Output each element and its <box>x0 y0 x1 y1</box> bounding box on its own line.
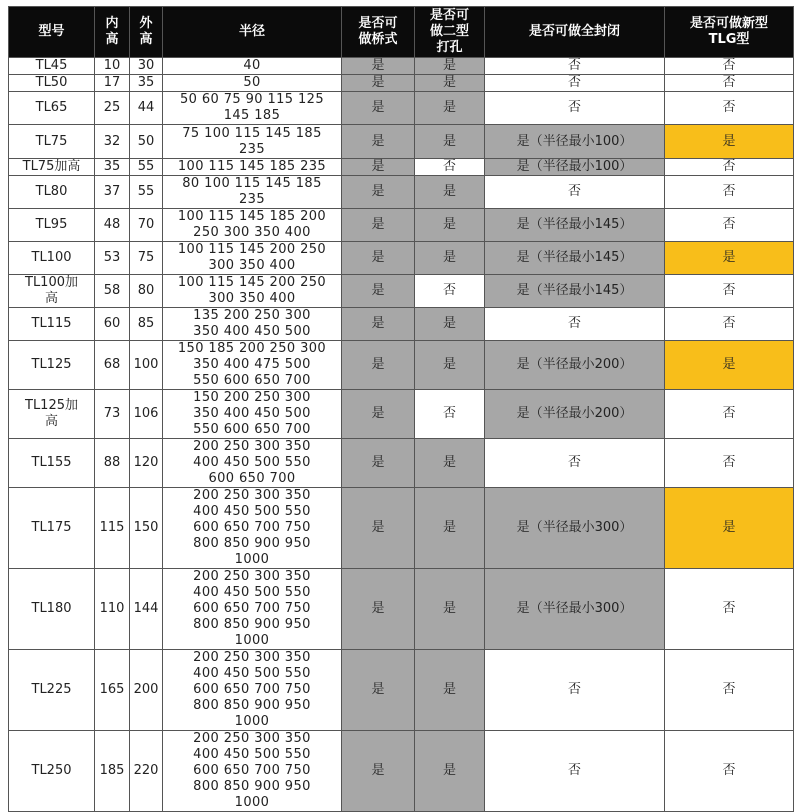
radius-line: 350 400 475 500 <box>193 357 311 372</box>
outer-height-cell: 106 <box>130 390 163 439</box>
model-line: TL175 <box>31 520 72 535</box>
bridge-cell: 是 <box>342 731 415 812</box>
model-line: TL100 <box>31 250 72 265</box>
tlg-cell: 否 <box>665 390 794 439</box>
radius-line: 600 650 700 <box>208 471 296 486</box>
closed-cell: 否 <box>485 75 665 92</box>
punch-cell: 是 <box>415 75 485 92</box>
radius-cell <box>163 439 342 488</box>
model-cell <box>9 275 95 308</box>
bridge-cell: 是 <box>342 650 415 731</box>
inner-height-cell: 53 <box>95 242 130 275</box>
radius-line: 800 850 900 950 <box>193 779 311 794</box>
tlg-cell: 否 <box>665 176 794 209</box>
radius-cell <box>163 176 342 209</box>
closed-cell: 是（半径最小200） <box>485 341 665 390</box>
radius-cell <box>163 731 342 812</box>
model-cell <box>9 75 95 92</box>
header-punch <box>415 7 485 58</box>
inner-height-cell: 68 <box>95 341 130 390</box>
tlg-cell: 否 <box>665 209 794 242</box>
radius-cell <box>163 92 342 125</box>
model-cell <box>9 209 95 242</box>
bridge-cell: 是 <box>342 58 415 75</box>
model-line: 高 <box>44 291 58 306</box>
radius-line: 600 650 700 750 <box>193 763 311 778</box>
outer-height-cell: 75 <box>130 242 163 275</box>
radius-line: 800 850 900 950 <box>193 617 311 632</box>
model-cell <box>9 125 95 159</box>
model-cell <box>9 242 95 275</box>
tlg-cell: 否 <box>665 275 794 308</box>
radius-line: 550 600 650 700 <box>193 422 311 437</box>
radius-cell <box>163 308 342 341</box>
punch-cell: 是 <box>415 242 485 275</box>
model-cell <box>9 439 95 488</box>
punch-cell: 是 <box>415 439 485 488</box>
radius-line: 145 185 <box>223 108 281 123</box>
outer-height-cell: 55 <box>130 159 163 176</box>
tlg-cell: 否 <box>665 439 794 488</box>
punch-cell: 是 <box>415 341 485 390</box>
outer-height-cell: 120 <box>130 439 163 488</box>
header-line: 内 <box>105 16 119 31</box>
model-line: TL95 <box>35 217 68 232</box>
radius-line: 150 185 200 250 300 <box>177 341 327 356</box>
radius-cell <box>163 650 342 731</box>
radius-line: 300 350 400 <box>208 291 296 306</box>
radius-line: 75 100 115 145 185 <box>182 125 322 141</box>
bridge-cell: 是 <box>342 125 415 159</box>
bridge-cell: 是 <box>342 242 415 275</box>
model-line: TL155 <box>31 455 72 470</box>
radius-cell <box>163 209 342 242</box>
table-row <box>9 75 794 92</box>
radius-line: 50 60 75 90 115 125 <box>179 92 325 107</box>
radius-line: 1000 <box>234 633 270 648</box>
inner-height-cell: 110 <box>95 569 130 650</box>
model-line: TL125加 <box>25 398 78 413</box>
radius-line: 400 450 500 550 <box>193 504 311 519</box>
model-cell <box>9 308 95 341</box>
radius-line: 400 450 500 550 <box>193 585 311 600</box>
model-line: 高 <box>44 414 58 429</box>
bridge-cell: 是 <box>342 439 415 488</box>
radius-line: 150 200 250 300 <box>193 390 311 405</box>
closed-cell: 否 <box>485 308 665 341</box>
table-row <box>9 390 794 439</box>
header-line: TLG型 <box>708 32 750 47</box>
model-cell <box>9 341 95 390</box>
table-body <box>9 58 794 812</box>
header-line: 高 <box>105 32 119 47</box>
header-line: 高 <box>139 32 153 47</box>
radius-line: 235 <box>238 192 265 207</box>
radius-cell <box>163 275 342 308</box>
bridge-cell: 是 <box>342 308 415 341</box>
tlg-cell: 否 <box>665 159 794 176</box>
outer-height-cell: 44 <box>130 92 163 125</box>
inner-height-cell: 165 <box>95 650 130 731</box>
model-line: TL250 <box>31 763 72 778</box>
tlg-cell: 否 <box>665 58 794 75</box>
tlg-cell: 否 <box>665 650 794 731</box>
header-line: 是否可做全封闭 <box>528 24 620 39</box>
header-outer-height <box>130 7 163 58</box>
model-line: TL225 <box>31 682 72 697</box>
model-cell <box>9 176 95 209</box>
radius-line: 100 115 145 185 235 <box>177 159 327 174</box>
model-line: TL75加高 <box>22 159 81 174</box>
header-line: 半径 <box>238 24 265 39</box>
table-row <box>9 341 794 390</box>
model-cell <box>9 731 95 812</box>
closed-cell: 是（半径最小100） <box>485 125 665 159</box>
tlg-cell: 否 <box>665 731 794 812</box>
punch-cell: 是 <box>415 176 485 209</box>
outer-height-cell: 30 <box>130 58 163 75</box>
tlg-cell: 是 <box>665 242 794 275</box>
bridge-cell: 是 <box>342 176 415 209</box>
radius-line: 200 250 300 350 <box>193 439 311 454</box>
table-row <box>9 92 794 125</box>
model-cell <box>9 390 95 439</box>
closed-cell: 是（半径最小145） <box>485 242 665 275</box>
closed-cell: 否 <box>485 650 665 731</box>
inner-height-cell: 17 <box>95 75 130 92</box>
header-line: 外 <box>139 16 153 31</box>
header-inner-height <box>95 7 130 58</box>
outer-height-cell: 200 <box>130 650 163 731</box>
radius-line: 1000 <box>234 552 270 567</box>
table-row <box>9 488 794 569</box>
header-line: 是否可 <box>429 8 469 23</box>
radius-line: 40 <box>243 58 261 73</box>
closed-cell: 是（半径最小145） <box>485 275 665 308</box>
outer-height-cell: 100 <box>130 341 163 390</box>
model-cell <box>9 159 95 176</box>
punch-cell: 是 <box>415 569 485 650</box>
outer-height-cell: 144 <box>130 569 163 650</box>
radius-line: 600 650 700 750 <box>193 520 311 535</box>
inner-height-cell: 32 <box>95 125 130 159</box>
outer-height-cell: 70 <box>130 209 163 242</box>
inner-height-cell: 73 <box>95 390 130 439</box>
tlg-cell: 否 <box>665 308 794 341</box>
radius-line: 235 <box>238 141 265 157</box>
inner-height-cell: 88 <box>95 439 130 488</box>
model-line: TL100加 <box>25 275 78 290</box>
header-tlg <box>665 7 794 58</box>
table-row <box>9 650 794 731</box>
radius-line: 80 100 115 145 185 <box>182 176 322 191</box>
tlg-cell: 否 <box>665 569 794 650</box>
radius-line: 100 115 145 185 200 <box>177 209 327 224</box>
closed-cell: 是（半径最小300） <box>485 488 665 569</box>
model-cell <box>9 92 95 125</box>
tlg-cell: 否 <box>665 75 794 92</box>
outer-height-cell: 55 <box>130 176 163 209</box>
radius-cell <box>163 488 342 569</box>
header-closed <box>485 7 665 58</box>
model-line: TL75 <box>35 133 68 149</box>
radius-line: 800 850 900 950 <box>193 536 311 551</box>
radius-line: 100 115 145 200 250 <box>177 242 327 257</box>
punch-cell: 是 <box>415 731 485 812</box>
radius-line: 200 250 300 350 <box>193 569 311 584</box>
header-model <box>9 7 95 58</box>
radius-cell <box>163 58 342 75</box>
radius-line: 135 200 250 300 <box>193 308 311 323</box>
table-row <box>9 176 794 209</box>
model-cell <box>9 488 95 569</box>
radius-line: 50 <box>243 75 261 90</box>
outer-height-cell: 150 <box>130 488 163 569</box>
header-line: 型号 <box>38 24 65 39</box>
closed-cell: 是（半径最小200） <box>485 390 665 439</box>
punch-cell: 是 <box>415 125 485 159</box>
model-cell <box>9 569 95 650</box>
bridge-cell: 是 <box>342 75 415 92</box>
table-row <box>9 58 794 75</box>
inner-height-cell: 48 <box>95 209 130 242</box>
inner-height-cell: 10 <box>95 58 130 75</box>
bridge-cell: 是 <box>342 569 415 650</box>
header-line: 是否可做新型 <box>689 16 768 31</box>
punch-cell: 是 <box>415 209 485 242</box>
header-line: 打孔 <box>436 40 463 55</box>
inner-height-cell: 185 <box>95 731 130 812</box>
radius-line: 300 350 400 <box>208 258 296 273</box>
table-row <box>9 242 794 275</box>
model-line: TL65 <box>35 100 68 115</box>
outer-height-cell: 85 <box>130 308 163 341</box>
punch-cell: 是 <box>415 92 485 125</box>
radius-line: 800 850 900 950 <box>193 698 311 713</box>
punch-cell: 是 <box>415 650 485 731</box>
inner-height-cell: 115 <box>95 488 130 569</box>
bridge-cell: 是 <box>342 159 415 176</box>
radius-line: 250 300 350 400 <box>193 225 311 240</box>
spec-table <box>8 6 794 812</box>
model-line: TL80 <box>35 184 68 199</box>
header-row <box>9 7 794 58</box>
outer-height-cell: 50 <box>130 125 163 159</box>
radius-line: 400 450 500 550 <box>193 666 311 681</box>
bridge-cell: 是 <box>342 390 415 439</box>
inner-height-cell: 60 <box>95 308 130 341</box>
radius-line: 1000 <box>234 795 270 810</box>
header-bridge <box>342 7 415 58</box>
model-cell <box>9 58 95 75</box>
outer-height-cell: 35 <box>130 75 163 92</box>
model-line: TL180 <box>31 601 72 616</box>
bridge-cell: 是 <box>342 209 415 242</box>
header-line: 做二型 <box>429 24 469 39</box>
closed-cell: 是（半径最小300） <box>485 569 665 650</box>
bridge-cell: 是 <box>342 275 415 308</box>
radius-line: 350 400 450 500 <box>193 324 311 339</box>
inner-height-cell: 58 <box>95 275 130 308</box>
outer-height-cell: 220 <box>130 731 163 812</box>
radius-cell <box>163 75 342 92</box>
outer-height-cell: 80 <box>130 275 163 308</box>
punch-cell: 否 <box>415 159 485 176</box>
closed-cell: 否 <box>485 58 665 75</box>
table-row <box>9 308 794 341</box>
closed-cell: 否 <box>485 176 665 209</box>
closed-cell: 是（半径最小100） <box>485 159 665 176</box>
radius-cell <box>163 159 342 176</box>
punch-cell: 是 <box>415 308 485 341</box>
table-row <box>9 439 794 488</box>
radius-cell <box>163 569 342 650</box>
inner-height-cell: 25 <box>95 92 130 125</box>
header-radius <box>163 7 342 58</box>
inner-height-cell: 37 <box>95 176 130 209</box>
tlg-cell: 是 <box>665 341 794 390</box>
closed-cell: 否 <box>485 92 665 125</box>
punch-cell: 是 <box>415 488 485 569</box>
radius-line: 1000 <box>234 714 270 729</box>
radius-line: 100 115 145 200 250 <box>177 275 327 290</box>
model-line: TL50 <box>35 75 68 90</box>
radius-cell <box>163 341 342 390</box>
radius-line: 600 650 700 750 <box>193 601 311 616</box>
tlg-cell: 是 <box>665 125 794 159</box>
model-line: TL115 <box>31 316 72 331</box>
model-cell <box>9 650 95 731</box>
bridge-cell: 是 <box>342 92 415 125</box>
table-row <box>9 209 794 242</box>
radius-line: 400 450 500 550 <box>193 747 311 762</box>
closed-cell: 是（半径最小145） <box>485 209 665 242</box>
closed-cell: 否 <box>485 731 665 812</box>
radius-line: 200 250 300 350 <box>193 650 311 665</box>
radius-line: 600 650 700 750 <box>193 682 311 697</box>
header-line: 做桥式 <box>358 32 398 47</box>
radius-line: 550 600 650 700 <box>193 373 311 388</box>
bridge-cell: 是 <box>342 488 415 569</box>
punch-cell: 否 <box>415 275 485 308</box>
table-row <box>9 569 794 650</box>
table-row <box>9 125 794 159</box>
punch-cell: 是 <box>415 58 485 75</box>
model-line: TL45 <box>35 58 68 73</box>
inner-height-cell: 35 <box>95 159 130 176</box>
radius-line: 350 400 450 500 <box>193 406 311 421</box>
radius-line: 200 250 300 350 <box>193 731 311 746</box>
punch-cell: 否 <box>415 390 485 439</box>
bridge-cell: 是 <box>342 341 415 390</box>
radius-cell <box>163 125 342 159</box>
radius-cell <box>163 242 342 275</box>
table-row <box>9 731 794 812</box>
model-line: TL125 <box>31 357 72 372</box>
table-row <box>9 159 794 176</box>
radius-cell <box>163 390 342 439</box>
tlg-cell: 否 <box>665 92 794 125</box>
closed-cell: 否 <box>485 439 665 488</box>
tlg-cell: 是 <box>665 488 794 569</box>
table-row <box>9 275 794 308</box>
radius-line: 200 250 300 350 <box>193 488 311 503</box>
header-line: 是否可 <box>358 16 398 31</box>
radius-line: 400 450 500 550 <box>193 455 311 470</box>
